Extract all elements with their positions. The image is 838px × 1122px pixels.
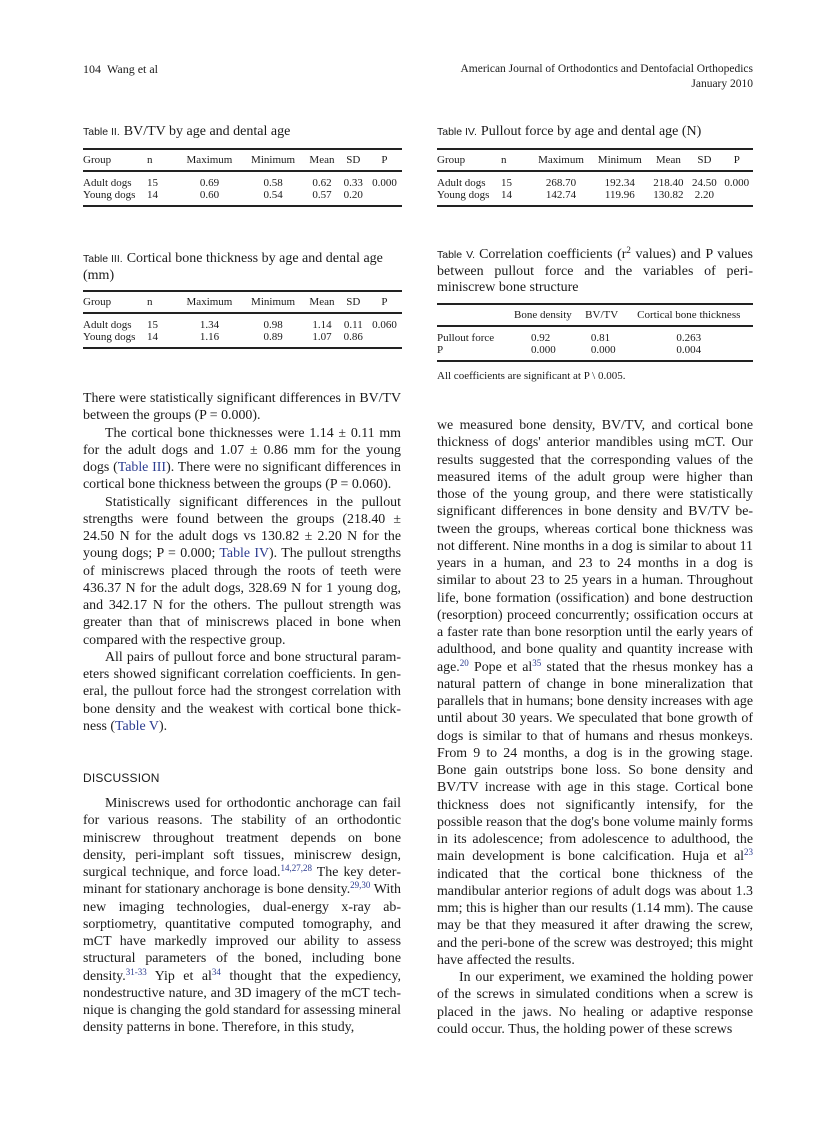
table-reference-link[interactable]: Table IV	[219, 546, 270, 562]
body-paragraph	[83, 494, 401, 649]
column-header: Group	[437, 153, 466, 166]
paragraph-text: With new imaging technologies, dual-energy x-ray absorptiometry, quantitative computed tomography, and mCT have markedly improved our ability to assess structural parameters of the boned, including bone density.	[83, 882, 401, 984]
body-paragraph	[437, 969, 753, 1038]
cell: P	[437, 343, 444, 356]
cell: 0.98	[263, 319, 283, 331]
cell: 0.11	[343, 319, 363, 331]
cell: 0.000	[590, 343, 616, 356]
cell: 0.58	[263, 176, 283, 189]
table-reference-link[interactable]: Table III	[117, 460, 167, 475]
section-heading-discussion: DISCUSSION	[83, 771, 160, 785]
column-header: P	[381, 296, 388, 308]
paragraph-text: The key determinant for stationary anchorage is bone density.	[83, 865, 401, 898]
table-3	[83, 251, 402, 349]
data-table	[83, 148, 402, 207]
paragraph-text: stated that the rhesus monkey has a natural pattern of change in bone mineralization that parallels that in humans; bone density increases with age until about 30 years. We speculated that bone growth of dogs is similar to that of humans and rhesus monkeys. From 9 to 24 months, a dog is in the growing stage. Bone gain outstrips bone loss. So bone density and BV/TV increase with age in this stage. Cortical bone thickness does not significantly intensify, for the possible reason that the dog's bone volume mainly forms in its adolescence; from adolescence to adulthood, the main development is bone calcification. Huja et al	[437, 659, 754, 865]
cell	[367, 331, 402, 348]
data-table	[437, 148, 753, 207]
cell: 130.82	[653, 188, 684, 201]
cell	[367, 189, 402, 206]
cell: Adult dogs	[83, 176, 132, 189]
data-table	[83, 290, 402, 349]
cell: 24.50	[692, 176, 717, 189]
table-caption	[437, 247, 753, 297]
citation-reference[interactable]: 29,30	[350, 880, 371, 891]
cell: Adult dogs	[437, 176, 486, 189]
citation-reference[interactable]: 23	[744, 847, 753, 858]
cell: 0.000	[531, 343, 556, 356]
table-row	[437, 171, 753, 189]
column-header: SD	[346, 153, 361, 166]
cell: 0.20	[343, 188, 363, 201]
cell: 0.004	[676, 343, 702, 356]
cell: Young dogs	[83, 188, 136, 201]
column-header: n	[501, 153, 507, 166]
table-title: Cortical bone thickness by age and dental age (mm)	[83, 251, 383, 283]
column-header: Minimum	[251, 153, 296, 166]
correlation-table	[437, 303, 753, 362]
cell: Young dogs	[83, 331, 136, 343]
cell: 1.16	[199, 331, 220, 343]
cell: Young dogs	[437, 188, 490, 201]
cell: 0.81	[590, 331, 611, 344]
column-header: Mean	[655, 153, 681, 166]
table-label: Table IV.	[437, 126, 477, 138]
cell: 0.92	[531, 331, 551, 344]
column-header	[437, 304, 507, 326]
cell	[721, 189, 753, 206]
cell: 14	[501, 188, 512, 201]
cell: 14	[147, 188, 158, 201]
body-paragraph	[83, 425, 401, 494]
table-row	[437, 344, 753, 361]
running-header-right	[393, 62, 753, 92]
column-header: Maximum	[186, 296, 233, 308]
column-header: P	[733, 153, 740, 166]
page-number: 104	[83, 62, 101, 76]
column-header: Maximum	[186, 153, 233, 166]
paragraph-text: indicated that the cortical bone thickness of the mandibular anterior regions of adult dogs was about 1.3 mm; this is higher than our results (1.14 mm). The cause may be that they measured it after drawing the screw, and the peri-bone of the screw was destroyed; this might have affected the results.	[437, 866, 753, 968]
paragraph-text: Pope et al	[468, 659, 533, 675]
cell: 2.20	[694, 188, 715, 201]
paragraph-text: In our experiment, we examined the holding power of the screws in simulated conditions when a screw is placed in the jaws. No healing or adaptive response could occur. Thus, the holding power of these screws	[437, 970, 753, 1037]
cell: 0.86	[343, 331, 363, 343]
column-header: SD	[697, 153, 712, 166]
column-header: SD	[346, 296, 361, 308]
column-header: BV/TV	[585, 308, 619, 321]
cell: 218.40	[653, 176, 684, 189]
paragraph-text: ). There were no significant differences in cortical bone thickness between the groups (P = 0.060).	[83, 460, 402, 493]
table-2	[83, 124, 402, 207]
cell: 0.60	[199, 188, 220, 201]
right-column-discussion	[437, 417, 753, 1038]
cell: 0.000	[372, 176, 397, 189]
paragraph-text: Yip et al	[146, 968, 212, 984]
table-4	[437, 124, 753, 207]
cell: Adult dogs	[83, 319, 132, 331]
column-header: Minimum	[597, 153, 642, 166]
paragraph-text: ). The pullout strengths of miniscrews placed through the roots of teeth were 436.37 N for the adult dogs, 328.69 N for 1 young dog, and 342.17 N for the others. The pullout strength was greater than that of miniscrews placed in bone when compared with the respective group.	[83, 546, 401, 648]
body-paragraph	[83, 649, 401, 735]
cell: 15	[501, 176, 512, 189]
table-label: Table III.	[83, 253, 123, 265]
column-header: Bone density	[514, 308, 572, 321]
column-header: n	[147, 153, 153, 166]
column-header: Minimum	[251, 296, 296, 308]
cell: 0.57	[312, 188, 332, 201]
paragraph-text: There were statistically significant differences in BV/TV between the groups (P = 0.000).	[83, 391, 401, 424]
left-column-discussion	[83, 795, 401, 1037]
column-header: Group	[83, 153, 112, 166]
paragraph-text: we measured bone density, BV/TV, and cortical bone thickness of dogs' anterior mandibles using mCT. Our results suggested that the corresponding values of the measured items of the adult group were higher than those of the young group, and there were statistically significant differences in bone density and BV/TV between the groups, whereas cortical bone thickness was not different. Nine months in a dog is similar to about 11 years in a human, and 23 to 24 months in a dog is similar to about 23 to 25 years in a human. Throughout life, bone formation (ossification) and bone destruction (resorption) proceed concurrently; ossification occurs at a faster rate than bone resorption until the early years of adulthood, and bone quality and quantity increase with age.	[437, 418, 753, 675]
table-label: Table II.	[83, 126, 120, 138]
cell: 14	[147, 331, 158, 343]
body-paragraph	[83, 795, 401, 1037]
column-header: P	[381, 153, 388, 166]
column-header: Mean	[309, 296, 335, 308]
cell: 0.060	[372, 319, 397, 331]
cell: 268.70	[545, 176, 577, 189]
table-title: Pullout force by age and dental age (N)	[480, 124, 702, 139]
paragraph-text: The cortical bone thicknesses were 1.14 ± 0.11 mm for the adult dogs and 1.07 ± 0.86 mm for the young dogs (	[83, 425, 401, 475]
table-title-end: values) and P values between pullout force and the variables of peri-miniscrew bone structure	[437, 247, 753, 295]
table-footnote: All coefficients are significant at P \ 0.005.	[437, 369, 626, 382]
table-row	[83, 313, 402, 331]
citation-reference[interactable]: 14,27,28	[280, 863, 312, 873]
table-title-start: Correlation coefficients (r	[479, 247, 627, 262]
paragraph-text: All pairs of pullout force and bone structural parameters showed significant correlation coefficients. In general, the pullout force had the strongest correlation with bone density and the weakest with cortical bone thickness (	[83, 649, 401, 734]
journal-name: American Journal of Orthodontics and Dentofacial Orthopedics	[460, 63, 753, 75]
issue-date: January 2010	[691, 78, 753, 90]
author-line: Wang et al	[107, 62, 159, 76]
cell: 15	[147, 319, 158, 331]
table-title: BV/TV by age and dental age	[123, 124, 291, 139]
cell: 1.14	[312, 319, 332, 331]
cell: 0.69	[199, 176, 220, 189]
cell: 192.34	[604, 176, 635, 189]
cell: 0.000	[724, 176, 750, 189]
table-row	[437, 189, 753, 206]
cell: 0.54	[263, 188, 283, 201]
citation-reference[interactable]: 35	[532, 657, 542, 668]
table-row	[83, 331, 402, 348]
body-paragraph	[83, 390, 401, 425]
body-paragraph	[437, 417, 753, 969]
column-header: n	[147, 296, 153, 308]
citation-reference[interactable]: 31-33	[125, 966, 147, 977]
column-header: Mean	[309, 153, 335, 166]
table-caption	[437, 124, 753, 141]
column-header: Group	[83, 296, 112, 308]
paragraph-text: thought that the expediency, nondestructive nature, and 3D imagery of the mCT technique is changing the gold standard for assessing mineral density patterns in bone. Therefore, in this study,	[83, 968, 401, 1036]
left-column-results	[83, 390, 401, 735]
table-caption	[83, 124, 402, 141]
cell: 0.89	[263, 331, 283, 343]
table-row	[437, 326, 753, 344]
running-header-left	[83, 62, 158, 77]
cell: 15	[147, 176, 158, 189]
cell: 0.62	[312, 176, 332, 189]
citation-reference[interactable]: 34	[211, 966, 221, 977]
table-row	[83, 189, 402, 206]
cell: 0.33	[343, 176, 363, 189]
paragraph-text: Statistically significant differences in the pullout strengths were found between the groups (218.40 ± 24.50 N for the adult dogs vs 130.82 ± 2.20 N for the young dogs; P = 0.000;	[83, 494, 401, 562]
column-header: Maximum	[538, 153, 584, 166]
cell: Pullout force	[437, 331, 495, 344]
citation-reference[interactable]: 20	[459, 657, 469, 668]
table-title-superscript: 2	[626, 245, 631, 255]
table-reference-link[interactable]: Table V	[115, 718, 159, 734]
paragraph-text: Miniscrews used for orthodontic anchorage can fail for various reasons. The stability of an orthodontic miniscrew throughout treatment depends on bone density, peri-implant soft tissues, miniscrew design, surgical technique, and force load.	[83, 796, 401, 880]
table-label: Table V.	[437, 249, 476, 261]
cell: 119.96	[604, 188, 635, 201]
table-5	[437, 247, 753, 382]
table-row	[83, 171, 402, 189]
cell: 1.34	[199, 319, 220, 331]
cell: 142.74	[545, 188, 577, 201]
cell: 0.263	[676, 331, 702, 344]
column-header: Cortical bone thickness	[637, 308, 741, 321]
cell: 1.07	[312, 331, 332, 343]
paragraph-text: ).	[158, 718, 168, 734]
table-caption	[83, 251, 402, 284]
